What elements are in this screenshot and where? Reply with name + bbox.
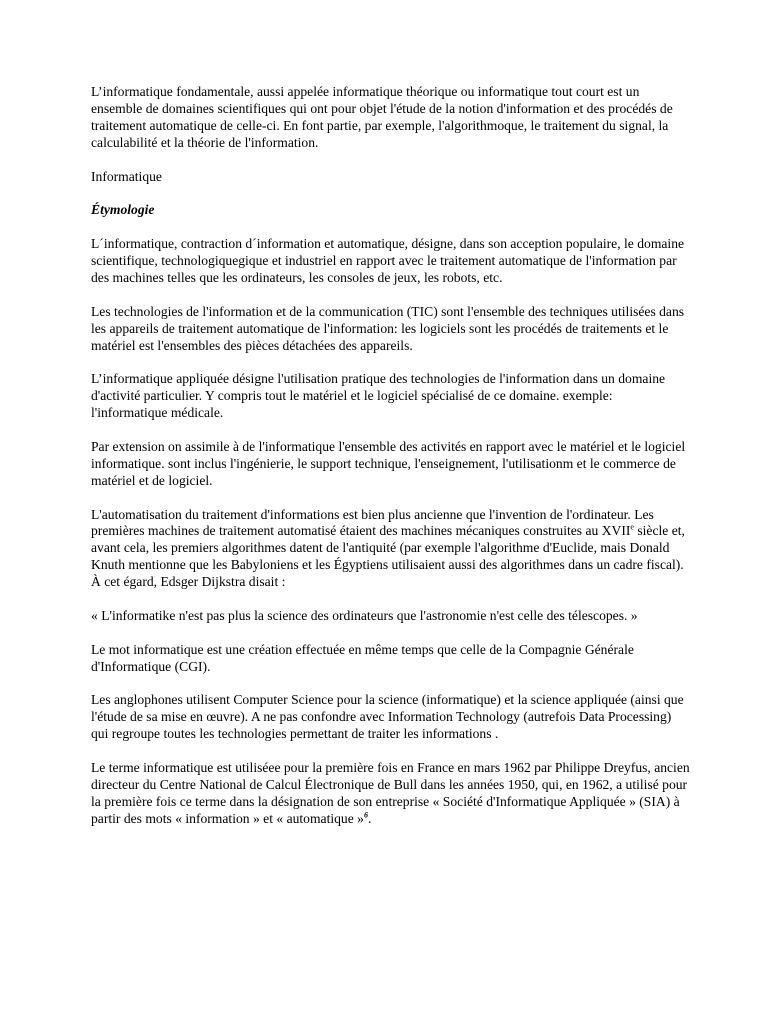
- section-label: Informatique: [91, 168, 162, 184]
- paragraph-informatique-definition: L´informatique, contraction d´information et automatique, désigne, dans son acception populaire, le domaine scientifique, technologiquegique et industriel en rapport avec le traitement automatique de l'information par des machines telles que les ordinateurs, les consoles de jeux, les robots, etc.: [91, 236, 685, 285]
- last-paragraph-text: Le terme informatique est utiliséee pour la première fois en France en mars 1962 par Philippe Dreyfus, ancien directeur du Centre National de Calcul Électronique de Bull dans les années 1950, qui, en 1962, a utilisé pour la première fois ce terme dans la désignation de son entreprise « Société d'Informatique Appliquée » (SIA) à partir des mots « information » et « automatique »: [91, 760, 690, 826]
- paragraph-tic: Les technologies de l'information et de la communication (TIC) sont l'ensemble des techniques utilisées dans les appareils de traitement automatique de l'information: les logiciels sont les procédés de traitements et le matériel est l'ensembles des pièces détachées des appareils.: [91, 303, 685, 353]
- century-superscript: e: [630, 522, 634, 532]
- intro-paragraph: L’informatique fondamentale, aussi appelée informatique théorique ou informatique tout court est un ensemble de domaines scientifiques qui ont pour objet l'étude de la notion d'information et des procédés de traitement automatique de celle-ci. En font partie, par exemple, l'algorithmoque, le traitement du signal, la calculabilité et la théorie de l'information.: [91, 84, 673, 150]
- section-heading: [91, 202, 691, 219]
- paragraph-informatique-appliquee: L’informatique appliquée désigne l'utilisation pratique des technologies de l'information dans un domaine d'activité particulier. Y compris tout le matériel et le logiciel spécialisé de ce domaine. exemple: l'informatique médicale.: [91, 371, 666, 421]
- paragraph-computer-science: Les anglophones utilisent Computer Science pour la science (informatique) et la science appliquée (ainsi que l'étude de sa mise en œuvre). A ne pas confondre avec Information Technology (autrefois Data Processing) qui regroupe toutes les technologies permettant de traiter les informations .: [91, 692, 684, 742]
- paragraph-terme-informatique: [91, 760, 691, 828]
- paragraph-history: [91, 507, 691, 592]
- document-page: [91, 84, 691, 845]
- footnote-marker[interactable]: 6: [363, 810, 368, 820]
- dijkstra-quote: « L'informatike n'est pas plus la science des ordinateurs que l'astronomie n'est celle des télescopes. »: [91, 607, 638, 623]
- paragraph-cgi: Le mot informatique est une création effectuée en même temps que celle de la Compagnie Générale d'Informatique (CGI).: [91, 641, 634, 674]
- history-text-after: siècle et, avant cela, les premiers algorithmes datent de l'antiquité (par exemple l'algorithme d'Euclide, mais Donald Knuth mentionne que les Babyloniens et les Égyptiens utilisaient aussi des algorithmes dans un cadre fiscal). À cet égard, Edsger Dijkstra disait :: [91, 523, 685, 590]
- paragraph-extension: Par extension on assimile à de l'informatique l'ensemble des activités en rapport avec le matériel et le logiciel informatique. sont inclus l'ingénierie, le support technique, l'enseignement, l'utilisationm et le commerce de matériel et de logiciel.: [91, 438, 686, 488]
- last-paragraph-end: .: [367, 810, 372, 826]
- etymology-heading: Étymologie: [91, 202, 155, 218]
- history-text-before: L'automatisation du traitement d'informations est bien plus ancienne que l'invention de l'ordinateur. Les premières machines de traitement automatisé étaient des machines mécaniques construites au XVII: [91, 506, 654, 539]
